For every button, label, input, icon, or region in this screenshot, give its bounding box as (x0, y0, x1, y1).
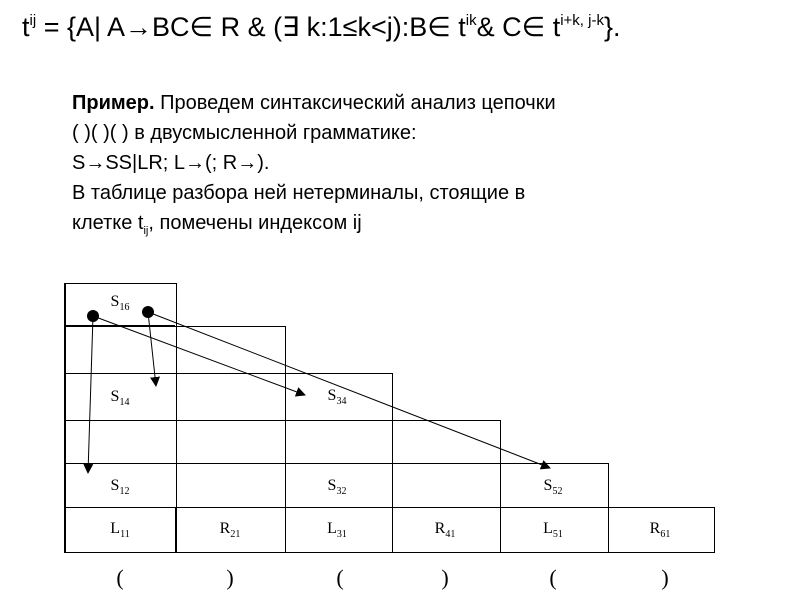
arrow-to-s52 (148, 312, 550, 468)
example-line-4: В таблице разбора ней нетерминалы, стоящие в (72, 182, 526, 204)
element-of-symbol: ∈ (521, 12, 546, 42)
cell-label-s14: $S_{14}$ (110, 387, 130, 409)
example-line-5: клетке $t_{ij}$, помечены индексом ij (72, 212, 362, 237)
cell-label-l11: $L_{11}$ (110, 519, 130, 541)
input-symbol: ) (226, 565, 234, 590)
cell-label-r21: $R_{21}$ (219, 519, 241, 541)
formula-title: $t^{ij} = \{A|$ A→BC∈ R & (∃ k:1≤k<j):B∈ $t^{ik}\&$ C∈ $t^{i+k, j-k}$}. (22, 12, 621, 42)
exists-symbol: ∃ (282, 12, 300, 42)
input-symbol: ( (336, 565, 344, 590)
input-symbol: ) (661, 565, 669, 590)
arrow-to-s14 (148, 312, 156, 386)
example-line-2: ( )( )( ) в двусмысленной грамматике: (72, 122, 417, 144)
cell-label-s32: $S_{32}$ (327, 476, 347, 498)
cell-label-r61: $R_{61}$ (649, 519, 671, 541)
example-label: Пример. (72, 92, 155, 114)
cell-label-s34: $S_{34}$ (327, 386, 347, 408)
cell-label-s12: $S_{12}$ (110, 476, 130, 498)
cell-label-r41: $R_{41}$ (434, 519, 456, 541)
arrow-to-s34 (93, 316, 305, 395)
arrow-to-s12 (88, 316, 93, 473)
cell-label-s16: $S_{16}$ (110, 292, 130, 314)
input-symbol: ( (116, 565, 124, 590)
example-line-3: S→SS|LR; L→(; R→). (72, 152, 270, 174)
input-symbol: ( (549, 565, 557, 590)
cell-label-s52: $S_{52}$ (543, 476, 563, 498)
element-of-symbol: ∈ (427, 12, 451, 42)
cell-label-l31: $L_{31}$ (327, 519, 347, 541)
element-of-symbol: ∈ (189, 12, 214, 42)
cell-label-l51: $L_{51}$ (543, 519, 563, 541)
input-symbol: ) (441, 565, 449, 590)
example-line-1: Пример. Проведем синтаксический анализ цепочки (72, 92, 556, 114)
